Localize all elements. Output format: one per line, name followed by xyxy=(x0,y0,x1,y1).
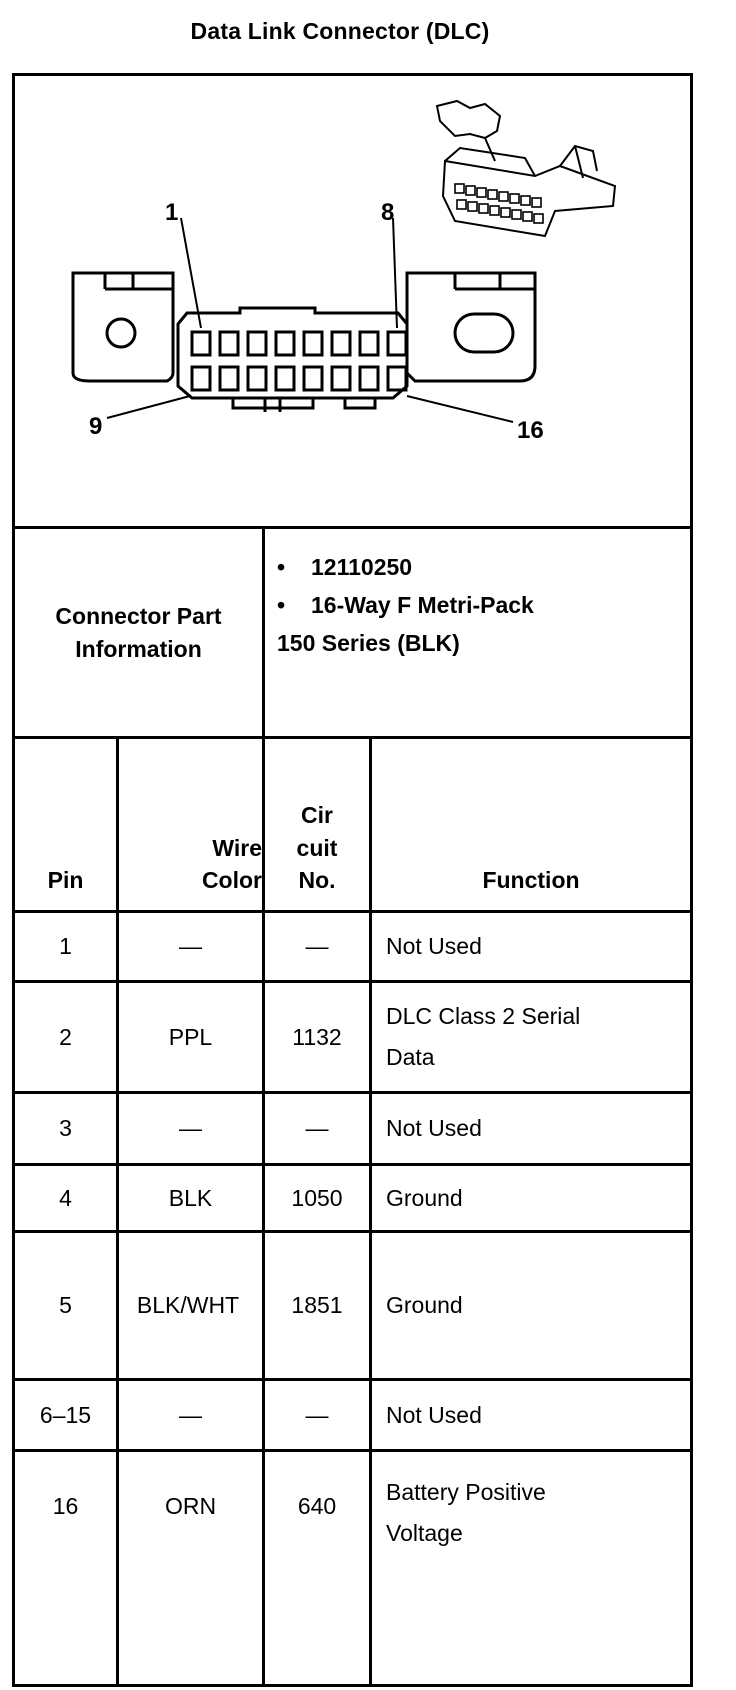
cell-circuit: 640 xyxy=(297,1493,337,1519)
pin-cavities xyxy=(192,332,406,390)
pin-label-1: 1 xyxy=(165,199,179,226)
pin-label-16: 16 xyxy=(517,417,544,444)
cell-pin: 2 xyxy=(59,1023,72,1050)
cell-circuit: 1132 xyxy=(292,1023,342,1050)
cell-circuit: 1050 xyxy=(291,1184,343,1211)
cell-pin: 4 xyxy=(59,1184,72,1211)
connector-info-label: Connector Part Information xyxy=(55,603,222,662)
header-circuit-no: Cir cuit No. xyxy=(296,802,338,893)
cell-function: Ground xyxy=(386,1184,463,1211)
list-item: • 12110250 xyxy=(277,554,413,580)
list-item: 150 Series (BLK) xyxy=(277,630,460,656)
header-wire-color: Wire Color xyxy=(201,834,262,893)
cell-pin: 5 xyxy=(59,1292,72,1319)
cell-wire: PPL xyxy=(168,1023,213,1050)
pin-label-9: 9 xyxy=(89,413,103,440)
cell-wire: — xyxy=(179,933,202,960)
cell-circuit: — xyxy=(305,1115,329,1142)
pin-label-8: 8 xyxy=(381,199,395,226)
dlc-connector-drawing xyxy=(15,76,690,566)
connector-info-details xyxy=(277,548,534,662)
cell-function: Not Used xyxy=(386,933,482,960)
cell-circuit: 1851 xyxy=(291,1292,343,1319)
cell-function: Battery Positive Voltage xyxy=(386,1479,546,1547)
cell-function: Not Used xyxy=(386,1115,482,1142)
cell-function: DLC Class 2 Serial Data xyxy=(386,1002,581,1070)
cell-wire: BLK/WHT xyxy=(136,1291,240,1318)
cell-function: Not Used xyxy=(386,1401,482,1428)
cell-pin: 6–15 xyxy=(39,1401,92,1428)
cell-pin: 1 xyxy=(59,933,72,960)
cell-circuit: — xyxy=(305,933,329,960)
header-pin: Pin xyxy=(47,866,84,893)
divider xyxy=(262,526,265,736)
cell-pin: 16 xyxy=(52,1493,79,1519)
page-title: Data Link Connector (DLC) xyxy=(190,18,490,44)
header-function: Function xyxy=(482,866,580,893)
cell-wire: — xyxy=(179,1115,202,1142)
connector-table-frame xyxy=(12,73,693,1687)
list-item: • 16-Way F Metri-Pack xyxy=(277,592,534,618)
cell-function: Ground xyxy=(386,1292,463,1319)
cell-circuit: — xyxy=(305,1401,329,1428)
cell-wire: ORN xyxy=(164,1493,217,1519)
connector-3d-view xyxy=(437,101,615,236)
connector-diagram xyxy=(15,76,690,566)
cell-wire: BLK xyxy=(168,1184,213,1211)
cell-pin: 3 xyxy=(59,1115,72,1142)
cell-wire: — xyxy=(179,1401,202,1428)
